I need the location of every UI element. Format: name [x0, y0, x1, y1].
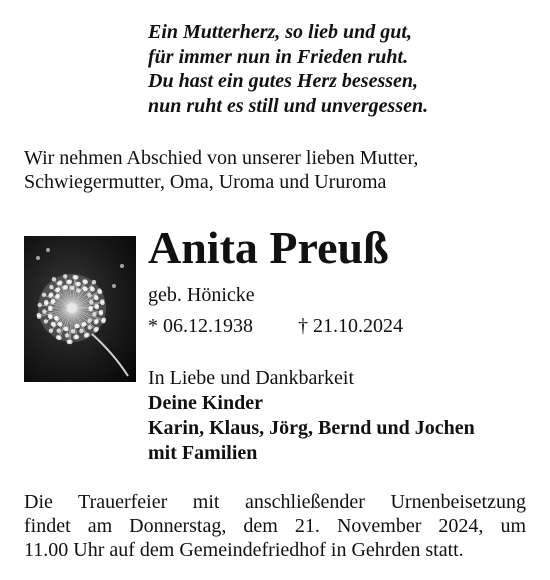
poem-line: Ein Mutterherz, so lieb und gut, — [148, 21, 412, 43]
death-date: † 21.10.2024 — [298, 315, 403, 337]
birth-date: * 06.12.1938 — [148, 315, 253, 337]
funeral-notice — [24, 490, 526, 562]
mourners-families: mit Familien — [148, 442, 258, 464]
mourners-names: Karin, Klaus, Jörg, Bernd und Jochen — [148, 417, 475, 439]
mourners-intro: In Liebe und Dankbarkeit — [148, 367, 355, 389]
poem-line: Du hast ein gutes Herz besessen, — [148, 70, 419, 92]
poem — [148, 20, 528, 118]
intro-line: Wir nehmen Abschied von unserer lieben Mutter, — [24, 147, 419, 169]
intro-line: Schwiegermutter, Oma, Uroma und Ururoma — [24, 171, 387, 193]
intro-text — [24, 146, 534, 194]
mourners-children: Deine Kinder — [148, 392, 263, 414]
poem-line: für immer nun in Frieden ruht. — [148, 45, 409, 68]
dandelion-photo — [24, 236, 136, 382]
poem-line: nun ruht es still und unvergessen. — [148, 94, 429, 117]
mourners — [148, 366, 528, 466]
life-dates — [148, 314, 403, 338]
dandelion-icon — [24, 236, 136, 382]
deceased-name: Anita Preuß — [148, 222, 389, 273]
funeral-line: 11.00 Uhr auf dem Gemeindefriedhof in Gehrden statt. — [24, 539, 464, 561]
funeral-line: Die Trauerfeier mit anschließender Urnenbeisetzung — [24, 491, 526, 513]
funeral-line: findet am Donnerstag, dem 21. November 2024, um — [24, 515, 526, 537]
maiden-name: geb. Hönicke — [148, 284, 255, 306]
